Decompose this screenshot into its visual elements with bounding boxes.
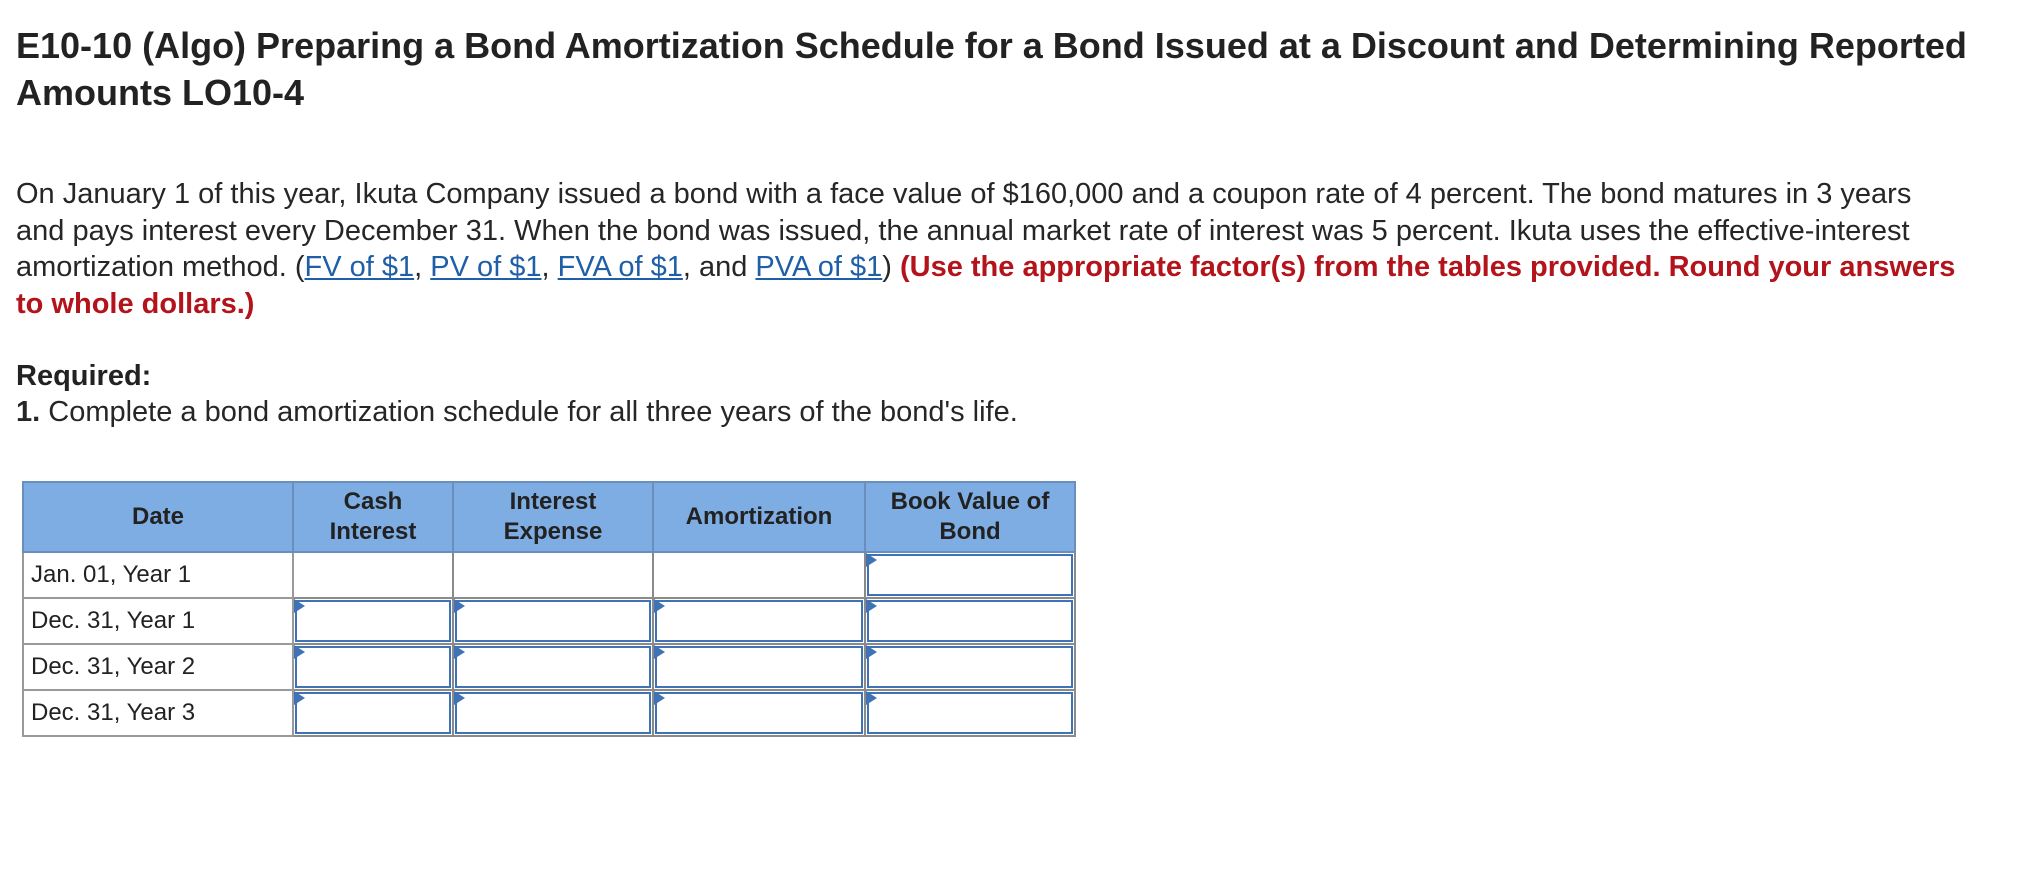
interest-expense-cell bbox=[453, 644, 653, 690]
close-paren: ) bbox=[882, 251, 900, 283]
interest-expense-input-dec31-y1[interactable] bbox=[455, 600, 651, 642]
pv-table-link[interactable]: PV of $1 bbox=[430, 251, 542, 283]
row-date: Jan. 01, Year 1 bbox=[23, 552, 293, 598]
table-row bbox=[23, 690, 1075, 736]
table-header-row bbox=[23, 482, 1075, 552]
fv-table-link[interactable]: FV of $1 bbox=[304, 251, 415, 283]
amortization-cell bbox=[653, 644, 865, 690]
cash-interest-cell bbox=[293, 644, 453, 690]
cash-interest-cell-empty bbox=[293, 552, 453, 598]
required-item-1 bbox=[16, 394, 1018, 430]
amortization-input-dec31-y2[interactable] bbox=[655, 646, 863, 688]
table-row bbox=[23, 644, 1075, 690]
book-value-cell bbox=[865, 598, 1075, 644]
table-row bbox=[23, 552, 1075, 598]
problem-statement bbox=[16, 176, 1956, 322]
amortization-input-dec31-y3[interactable] bbox=[655, 692, 863, 734]
header-date: Date bbox=[23, 482, 293, 552]
book-value-input-jan1-y1[interactable] bbox=[867, 554, 1073, 596]
cash-interest-input-dec31-y1[interactable] bbox=[295, 600, 451, 642]
row-date: Dec. 31, Year 1 bbox=[23, 598, 293, 644]
separator: , bbox=[541, 251, 558, 283]
header-interest-expense: Interest Expense bbox=[453, 482, 653, 552]
amortization-cell-empty bbox=[653, 552, 865, 598]
book-value-input-dec31-y3[interactable] bbox=[867, 692, 1073, 734]
book-value-input-dec31-y1[interactable] bbox=[867, 600, 1073, 642]
interest-expense-input-dec31-y2[interactable] bbox=[455, 646, 651, 688]
pva-table-link[interactable]: PVA of $1 bbox=[755, 251, 883, 283]
rounding-instruction: (Use the appropriate factor(s) from the tables provided. Round your answers to whole dollars.) bbox=[16, 251, 1956, 320]
book-value-cell bbox=[865, 690, 1075, 736]
interest-expense-input-dec31-y3[interactable] bbox=[455, 692, 651, 734]
book-value-cell bbox=[865, 644, 1075, 690]
cash-interest-input-dec31-y3[interactable] bbox=[295, 692, 451, 734]
page-title: E10-10 (Algo) Preparing a Bond Amortization Schedule for a Bond Issued at a Discount and Determining Reported Amounts LO10-4 bbox=[16, 25, 1967, 113]
cash-interest-input-dec31-y2[interactable] bbox=[295, 646, 451, 688]
cash-interest-cell bbox=[293, 690, 453, 736]
problem-text: On January 1 of this year, Ikuta Company issued a bond with a face value of $160,000 and a coupon rate of 4 percent. The bond matures in 3 years and pays interest every December 31. When the bond was issued, the annual market rate of interest was 5 percent. Ikuta uses the effective-interest amortization method. ( bbox=[16, 178, 1912, 283]
header-cash-interest: Cash Interest bbox=[293, 482, 453, 552]
separator: , bbox=[414, 251, 431, 283]
book-value-input-dec31-y2[interactable] bbox=[867, 646, 1073, 688]
amortization-cell bbox=[653, 598, 865, 644]
item-number: 1. bbox=[16, 396, 41, 428]
interest-expense-cell-empty bbox=[453, 552, 653, 598]
separator: , and bbox=[682, 251, 756, 283]
required-heading: Required: bbox=[16, 360, 152, 392]
header-book-value: Book Value of Bond bbox=[865, 482, 1075, 552]
interest-expense-cell bbox=[453, 598, 653, 644]
cash-interest-cell bbox=[293, 598, 453, 644]
row-date: Dec. 31, Year 3 bbox=[23, 690, 293, 736]
table-row bbox=[23, 598, 1075, 644]
book-value-cell bbox=[865, 552, 1075, 598]
amortization-schedule-table bbox=[22, 481, 1076, 737]
amortization-input-dec31-y1[interactable] bbox=[655, 600, 863, 642]
header-amortization: Amortization bbox=[653, 482, 865, 552]
row-date: Dec. 31, Year 2 bbox=[23, 644, 293, 690]
interest-expense-cell bbox=[453, 690, 653, 736]
amortization-cell bbox=[653, 690, 865, 736]
item-text: Complete a bond amortization schedule for all three years of the bond's life. bbox=[40, 396, 1018, 428]
fva-table-link[interactable]: FVA of $1 bbox=[557, 251, 683, 283]
